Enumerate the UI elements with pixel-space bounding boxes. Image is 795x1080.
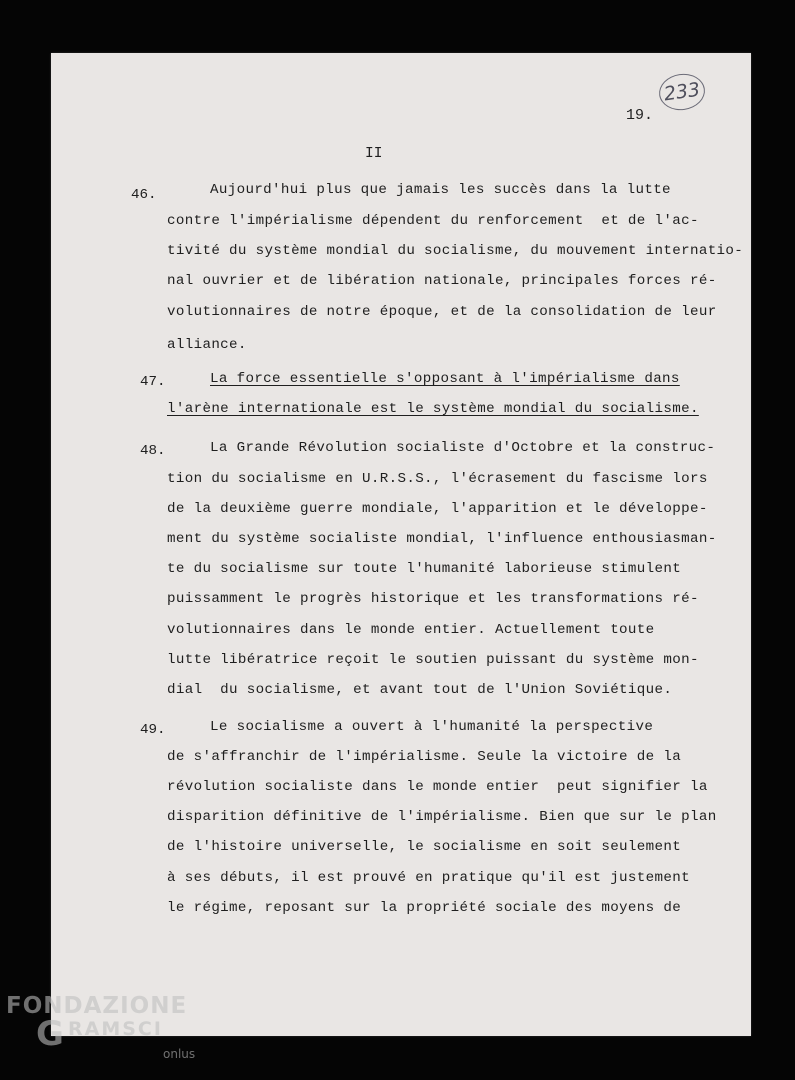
- text-line: tivité du système mondial du socialisme, du mouvement internatio-: [167, 243, 744, 259]
- text-line: Aujourd'hui plus que jamais les succès dans la lutte: [210, 182, 671, 198]
- underlined-text-line: l'arène internationale est le système mondial du socialisme.: [167, 401, 699, 417]
- page-number: 19.: [626, 107, 654, 124]
- text-line: de la deuxième guerre mondiale, l'apparition et le développe-: [167, 501, 708, 517]
- text-line: lutte libératrice reçoit le soutien puissant du système mon-: [167, 652, 699, 668]
- text-line: te du socialisme sur toute l'humanité laborieuse stimulent: [167, 561, 682, 577]
- text-line: puissamment le progrès historique et les transformations ré-: [167, 591, 699, 607]
- text-line: de s'affranchir de l'impérialisme. Seule la victoire de la: [167, 749, 682, 765]
- text-line: volutionnaires dans le monde entier. Actuellement toute: [167, 622, 655, 638]
- watermark-line-3: onlus: [163, 1047, 196, 1061]
- underlined-text-line: La force essentielle s'opposant à l'impérialisme dans: [210, 371, 680, 387]
- text-line: à ses débuts, il est prouvé en pratique qu'il est justement: [167, 870, 690, 886]
- watermark-initial: G: [36, 1014, 64, 1054]
- watermark-line-1: FONDAZIONE: [6, 993, 188, 1019]
- text-line: révolution socialiste dans le monde entier peut signifier la: [167, 779, 708, 795]
- text-line: volutionnaires de notre époque, et de la consolidation de leur: [167, 304, 717, 320]
- text-line: La Grande Révolution socialiste d'Octobre et la construc-: [210, 440, 716, 456]
- archive-stamp: 233: [657, 71, 708, 113]
- text-line: disparition définitive de l'impérialisme. Bien que sur le plan: [167, 809, 717, 825]
- text-line: tion du socialisme en U.R.S.S., l'écrasement du fascisme lors: [167, 471, 708, 487]
- paragraph-number: 47.: [140, 374, 166, 390]
- text-line: alliance.: [167, 337, 247, 353]
- watermark-line-2: RAMSCI: [68, 1018, 163, 1040]
- typewritten-page: [51, 53, 751, 1036]
- text-line: Le socialisme a ouvert à l'humanité la perspective: [210, 719, 654, 735]
- text-line: de l'histoire universelle, le socialisme en soit seulement: [167, 839, 682, 855]
- text-line: ment du système socialiste mondial, l'influence enthousiasman-: [167, 531, 717, 547]
- paragraph-number: 48.: [140, 443, 166, 459]
- paragraph-number: 46.: [131, 187, 157, 203]
- text-line: le régime, reposant sur la propriété sociale des moyens de: [167, 900, 682, 916]
- paragraph-number: 49.: [140, 722, 166, 738]
- text-line: dial du socialisme, et avant tout de l'Union Soviétique.: [167, 682, 673, 698]
- text-line: nal ouvrier et de libération nationale, principales forces ré-: [167, 273, 717, 289]
- section-heading: II: [365, 146, 383, 162]
- text-line: contre l'impérialisme dépendent du renforcement et de l'ac-: [167, 213, 699, 229]
